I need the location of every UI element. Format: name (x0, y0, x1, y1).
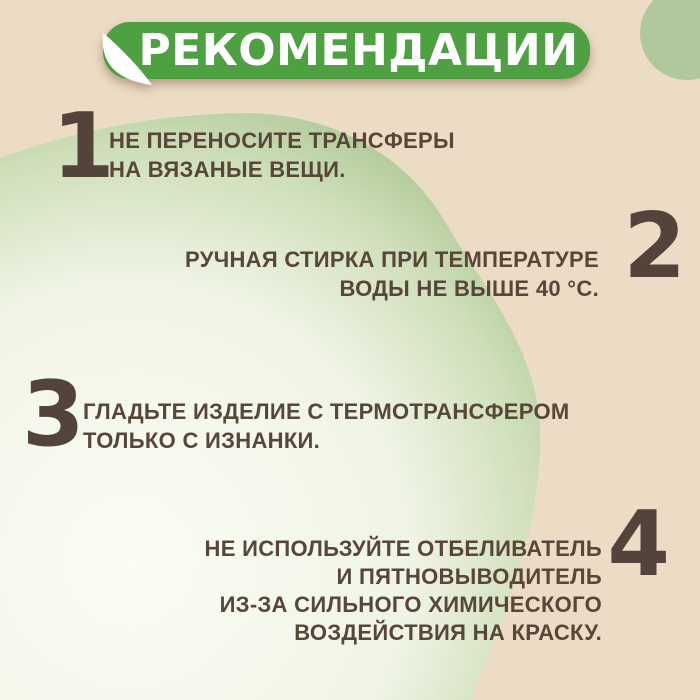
step-2-line-1: РУЧНАЯ СТИРКА ПРИ ТЕМПЕРАТУРЕ (185, 247, 599, 272)
step-1-line-2: НА ВЯЗАНЫЕ ВЕЩИ. (109, 157, 346, 182)
step-4-number: 4 (607, 492, 670, 597)
step-4-line-3: ИЗ-ЗА СИЛЬНОГО ХИМИЧЕСКОГО (219, 592, 602, 617)
step-4-line-1: НЕ ИСПОЛЬЗУЙТЕ ОТБЕЛИВАТЕЛЬ (204, 536, 602, 561)
step-1-number: 1 (52, 94, 115, 199)
step-1-line-1: НЕ ПЕРЕНОСИТЕ ТРАНСФЕРЫ (109, 128, 455, 153)
step-3-text (83, 397, 569, 455)
step-2-line-2: ВОДЫ НЕ ВЫШЕ 40 °C. (339, 276, 599, 301)
step-2-text (185, 245, 599, 303)
step-3-line-2: ТОЛЬКО С ИЗНАНКИ. (83, 428, 321, 453)
step-4-line-4: ВОЗДЕЙСТВИЯ НА КРАСКУ. (294, 620, 602, 645)
page-title: РЕКОМЕНДАЦИИ (138, 25, 579, 76)
step-2-number: 2 (623, 194, 686, 299)
step-3-line-1: ГЛАДЬТЕ ИЗДЕЛИЕ С ТЕРМОТРАНСФЕРОМ (83, 399, 570, 424)
step-1-text (109, 126, 455, 184)
step-3-number: 3 (22, 362, 85, 467)
step-4-line-2: И ПЯТНОВЫВОДИТЕЛЬ (336, 564, 602, 589)
step-4-text (205, 535, 602, 647)
